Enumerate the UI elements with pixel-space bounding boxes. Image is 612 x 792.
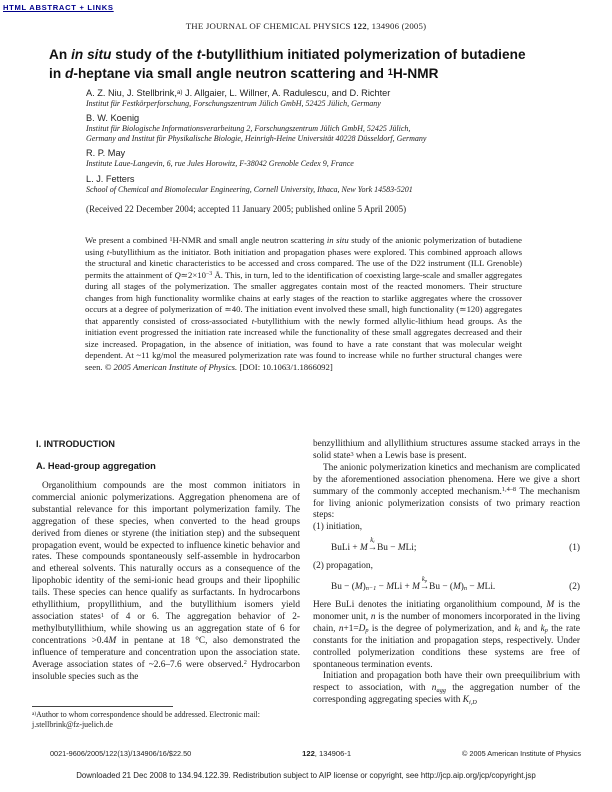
equation-1-lhs: BuLi + M: [331, 543, 368, 554]
author-group-2: [86, 113, 582, 144]
title-line-1: An in situ study of the t-butyllithium initiated polymerization of butadiene: [49, 47, 526, 62]
author-affiliation-2-line-2: Germany and Institut für Physikalische Biologie, Heinrigh-Heine Universität 40228 Düsseldorf, Germany: [86, 134, 427, 144]
equation-2-lhs: Bu − (M)n−1 − MLi + M: [331, 582, 420, 593]
author-group-4: [86, 174, 582, 195]
author-names-4: L. J. Fetters: [86, 173, 135, 184]
reaction-step-label-1: (1) initiation,: [313, 522, 363, 533]
footnote-divider: [32, 706, 173, 707]
title-line-2: in d-heptane via small angle neutron scattering and $^1$H-NMR: [49, 66, 439, 81]
rate-constant-label: ki: [370, 537, 375, 545]
right-col-paragraph-1: benzyllithium and allyllithium structures assume stacked arrays in the solid state$^3$ when a Lewis base is present.: [313, 439, 580, 461]
author-block: [86, 88, 582, 199]
equation-1-rhs: Bu − MLi;: [377, 543, 417, 554]
author-affiliation-4: School of Chemical and Biomolecular Engineering, Cornell University, Ithaca, New York 14583-5201: [86, 184, 413, 194]
author-affiliation-3: Institute Laue-Langevin, 6, rue Jules Horowitz, F-38042 Grenoble Cedex 9, France: [86, 159, 354, 169]
download-notice: Downloaded 21 Dec 2008 to 134.94.122.39. Redistribution subject to AIP license or copyright, see http://jcp.aip.org/jcp/copyright.jsp: [76, 771, 536, 780]
abstract: We present a combined $^1$H-NMR and small angle neutron scattering in situ study of the anionic polymerization of butadiene using t-butyllithium as the initiator. Both initiation and propagation phases were explored. This combined approach allows the structural and kinetic characteristics to be accessed and cross compared. The use of the D22 instrument (ILL Grenoble) permits the attainment of $Q≃2\times 10^{-3}$ Å. This, in turn, led to the identification of coexisting large-scale and smaller aggregates during all stages of the polymerization. The smaller aggregates contain most of the reacted monomers. Their structure changes from high functionality wormlike chains at early stages of the reaction to starlike aggregates where the crossover occurs at a degree of polymerization of ≃40. The initiation event involved these small, high functionality (≃120) aggregates that apparently consisted of cross-associated t-butyllithium with the newly formed allylic-lithium head groups. As the initiation event progressed the initiation rate increased while the functionality of these small aggregates decreased and their size increased. Propagation, in the absence of initiation, was found to have a rate constant that was molecular weight dependent. At ~11 kg/mol the measured polymerization rate was found to increase while no further structural changes were seen. © 2005 American Institute of Physics. [DOI: 10.1063/1.1866092]: [85, 235, 523, 373]
equation-2: [313, 578, 580, 594]
equation-1-number: (1): [569, 543, 580, 554]
equation-2-body: [331, 578, 495, 594]
article-title: [49, 45, 526, 83]
reaction-arrow: [368, 539, 377, 553]
equation-1-body: [331, 539, 416, 555]
author-names-2: B. W. Koenig: [86, 113, 140, 124]
page-footer: [50, 749, 581, 758]
reaction-arrow: [420, 578, 429, 592]
right-column: [313, 439, 580, 707]
html-abstract-links-link[interactable]: HTML ABSTRACT + LINKS: [3, 3, 114, 12]
arrow-right-icon: →: [367, 543, 378, 554]
author-names-1: A. Z. Niu, J. Stellbrink,$^{a)}$ J. Allgaier, L. Willner, A. Radulescu, and D. Richter: [86, 88, 391, 98]
left-column: [32, 439, 300, 683]
author-group-1: [86, 88, 582, 109]
right-col-paragraph-3: Here BuLi denotes the initiating organolithium compound, M is the monomer unit, n is the number of monomers incorporated in the living chain, n+1=Dp is the degree of polymerization, and ki and kp the rate constants for the initiation and propagation steps, respectively. Under controlled polymerization conditions these systems are free of spontaneous termination events.: [313, 599, 580, 670]
journal-header: THE JOURNAL OF CHEMICAL PHYSICS 122, 134906 (2005): [185, 21, 427, 31]
footer-copyright: © 2005 American Institute of Physics: [462, 749, 581, 758]
intro-paragraph: Organolithium compounds are the most common initiators in commercial anionic polymerizations. Aggregation phenomena are of substantial relevance for this important polymerization family. The aggregation of these species, when converted to the head groups derived from dienes or styrene (the initiation step) and the subsequent propagation event, would be expected to influence kinetic behavior and rates. These compounds spontaneously self-assemble in hydrocarbon and ethereal solvents. This naturally occurs as a consequence of the lipophobic identity of the semi-ionic head groups and their lipophilic tails. These species can hence qualify as surfactants. In hydrocarbons ethyllithium, propyllithium, and the butyllithium isomers yield association states$^1$ of 4 or 6. The aggregation behavior of 2-methylbutyllithium, while showing us an aggregation state of 6 for concentrations >0.4M in pentane at 18 °C, also demonstrated the influence of temperature and concentration upon the association state. Average association states of ~2.6–7.6 were observed.$^2$ Hydrocarbon insoluble species such as the: [32, 481, 300, 682]
footer-issn-code: 0021-9606/2005/122(13)/134906/16/$22.50: [50, 749, 192, 758]
author-affiliation-2-line-1: Institut für Biologische Informationsverarbeitung 2, Forschungszentrum Jülich GmbH, 52425 Jülich,: [86, 124, 411, 134]
footer-page-number: 122, 134906-1: [302, 749, 352, 758]
author-group-3: [86, 148, 582, 169]
author-names-3: R. P. May: [86, 148, 126, 159]
reaction-step-label-2: (2) propagation,: [313, 561, 373, 572]
right-col-paragraph-2: The anionic polymerization kinetics and mechanism are complicated by the aforementioned association phenomena. Here we give a short summary of the commonly accepted mechanism.$^{1,4-8}$ The mechanism for living anionic polymerization consists of two primary reaction steps:: [313, 462, 580, 521]
section-heading-introduction: I. INTRODUCTION: [36, 439, 116, 449]
author-affiliation-1: Institut für Festkörperforschung, Forschungszentrum Jülich GmbH, 52425 Jülich, Germany: [86, 99, 381, 108]
rate-constant-label: kp: [421, 576, 428, 584]
correspondence-footnote: $^{a)}$Author to whom correspondence should be addressed. Electronic mail: j.stellbrink@fz-juelich.de: [32, 710, 260, 729]
received-line: (Received 22 December 2004; accepted 11 January 2005; published online 5 April 2005): [86, 204, 407, 214]
subsection-heading-head-group-aggregation: A. Head-group aggregation: [36, 461, 156, 471]
equation-1: [313, 539, 580, 555]
right-col-paragraph-4: Initiation and propagation both have their own preequilibrium with respect to association, with nagg the aggregation number of the corresponding aggregating species with Ki,D: [313, 671, 580, 706]
equation-2-number: (2): [569, 582, 580, 593]
arrow-right-icon: →: [419, 582, 430, 593]
equation-2-rhs: Bu − (M)n − MLi.: [429, 582, 496, 593]
